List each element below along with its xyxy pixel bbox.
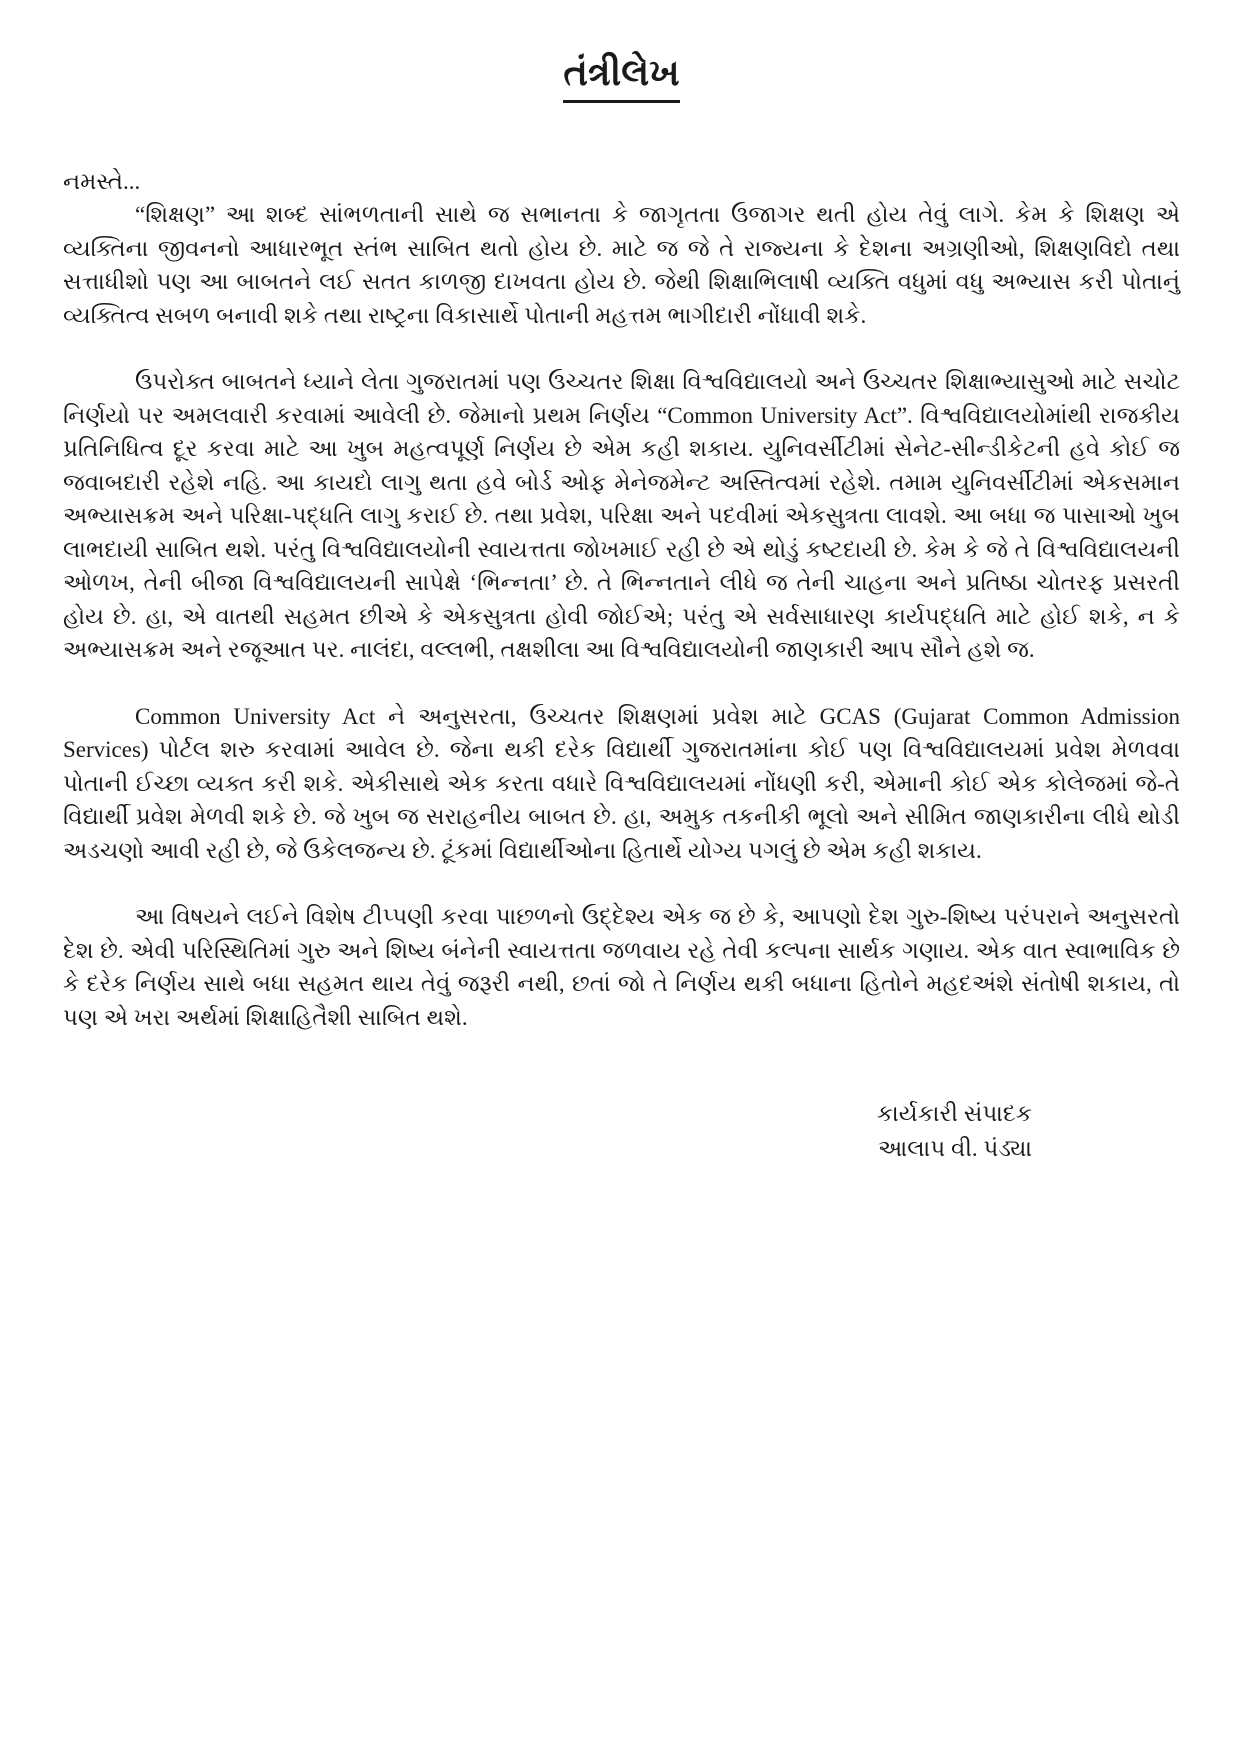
page-title	[63, 52, 1180, 103]
body-paragraph-1: “શિક્ષણ” આ શબ્દ સાંભળતાની સાથે જ સભાનતા કે જાગૃતતા ઉજાગર થતી હોય તેવું લાગે. કેમ કે શિક્ષણ એ વ્યક્તિના જીવનનો આધારભૂત સ્તંભ સાબિત થતો હોય છે. માટે જ જે તે રાજ્યના કે દેશના અગ્રણીઓ, શિક્ષણવિદો તથા સત્તાધીશો પણ આ બાબતને લઈ સતત કાળજી દાખવતા હોય છે. જેથી શિક્ષાભિલાષી વ્યક્તિ વધુમાં વધુ અભ્યાસ કરી પોતાનું વ્યક્તિત્વ સબળ બનાવી શકે તથા રાષ્ટ્રના વિકાસાર્થે પોતાની મહત્તમ ભાગીદારી નોંધાવી શકે.	[63, 202, 1180, 328]
body-paragraph-4: આ વિષયને લઈને વિશેષ ટીપ્પણી કરવા પાછળનો ઉદ્દેશ્ય એક જ છે કે, આપણો દેશ ગુરુ-શિષ્ય પરંપરાને અનુસરતો દેશ છે. એવી પરિસ્થિતિમાં ગુરુ અને શિષ્ય બંનેની સ્વાયત્તતા જળવાય રહે તેવી કલ્પના સાર્થક ગણાય. એક વાત સ્વાભાવિક છે કે દરેક નિર્ણય સાથે બધા સહમત થાય તેવું જરૂરી નથી, છતાં જો તે નિર્ણય થકી બધાના હિતોને મહદઅંશે સંતોષી શકાય, તો પણ એ ખરા અર્થમાં શિક્ષાહિતૈશી સાબિત થશે.	[63, 904, 1180, 1030]
signature-block	[63, 1096, 1180, 1166]
page-title-text: તંત્રીલેખ	[563, 52, 679, 103]
signature-name: આલાપ વી. પંડ્યા	[878, 1136, 1032, 1162]
signature-role: કાર્યકારી સંપાદક	[876, 1101, 1032, 1127]
greeting-line: નમસ્તે...	[63, 169, 141, 195]
body-paragraph-2: ઉપરોક્ત બાબતને ધ્યાને લેતા ગુજરાતમાં પણ ઉચ્ચતર શિક્ષા વિશ્વવિદ્યાલયો અને ઉચ્ચતર શિક્ષાભ્યાસુઓ માટે સચોટ નિર્ણયો પર અમલવારી કરવામાં આવેલી છે. જેમાનો પ્રથમ નિર્ણય “Common University Act”. વિશ્વવિદ્યાલયોમાંથી રાજકીય પ્રતિનિધિત્વ દૂર કરવા માટે આ ખુબ મહત્વપૂર્ણ નિર્ણય છે એમ કહી શકાય. યુનિવર્સીટીમાં સેનેટ-સીન્ડીકેટની હવે કોઈ જ જવાબદારી રહેશે નહિ. આ કાયદો લાગુ થતા હવે બોર્ડ ઓફ મેનેજમેન્ટ અસ્તિત્વમાં રહેશે. તમામ યુનિવર્સીટીમાં એકસમાન અભ્યાસક્રમ અને પરિક્ષા-પદ્ધતિ લાગુ કરાઈ છે. તથા પ્રવેશ, પરિક્ષા અને પદવીમાં એકસુત્રતા લાવશે. આ બધા જ પાસાઓ ખુબ લાભદાયી સાબિત થશે. પરંતુ વિશ્વવિદ્યાલયોની સ્વાયત્તતા જોખમાઈ રહી છે એ થોડું કષ્ટદાયી છે. કેમ કે જે તે વિશ્વવિદ્યાલયની ઓળખ, તેની બીજા વિશ્વવિદ્યાલયની સાપેક્ષે ‘ભિન્નતા’ છે. તે ભિન્નતાને લીધે જ તેની ચાહના અને પ્રતિષ્ઠા ચોતરફ પ્રસરતી હોય છે. હા, એ વાતથી સહમત છીએ કે એકસુત્રતા હોવી જોઈએ; પરંતુ એ સર્વસાધારણ કાર્યપદ્ધતિ માટે હોઈ શકે, ન કે અભ્યાસક્રમ અને રજૂઆત પર. નાલંદા, વલ્લભી, તક્ષશીલા આ વિશ્વવિદ્યાલયોની જાણકારી આપ સૌને હશે જ.	[63, 369, 1180, 663]
body-paragraph-3: Common University Act ને અનુસરતા, ઉચ્ચતર શિક્ષણમાં પ્રવેશ માટે GCAS (Gujarat Common Admission Services) પોર્ટલ શરુ કરવામાં આવેલ છે. જેના થકી દરેક વિદ્યાર્થી ગુજરાતમાંના કોઈ પણ વિશ્વવિદ્યાલયમાં પ્રવેશ મેળવવા પોતાની ઈચ્છા વ્યક્ત કરી શકે. એકીસાથે એક કરતા વધારે વિશ્વવિદ્યાલયમાં નોંધણી કરી, એમાની કોઈ એક કોલેજમાં જે-તે વિદ્યાર્થી પ્રવેશ મેળવી શકે છે. જે ખુબ જ સરાહનીય બાબત છે. હા, અમુક તકનીકી ભૂલો અને સીમિત જાણકારીના લીધે થોડી અડચણો આવી રહી છે, જે ઉકેલજન્ય છે. ટૂંકમાં વિદ્યાર્થીઓના હિતાર્થે યોગ્ય પગલું છે એમ કહી શકાય.	[63, 703, 1180, 863]
